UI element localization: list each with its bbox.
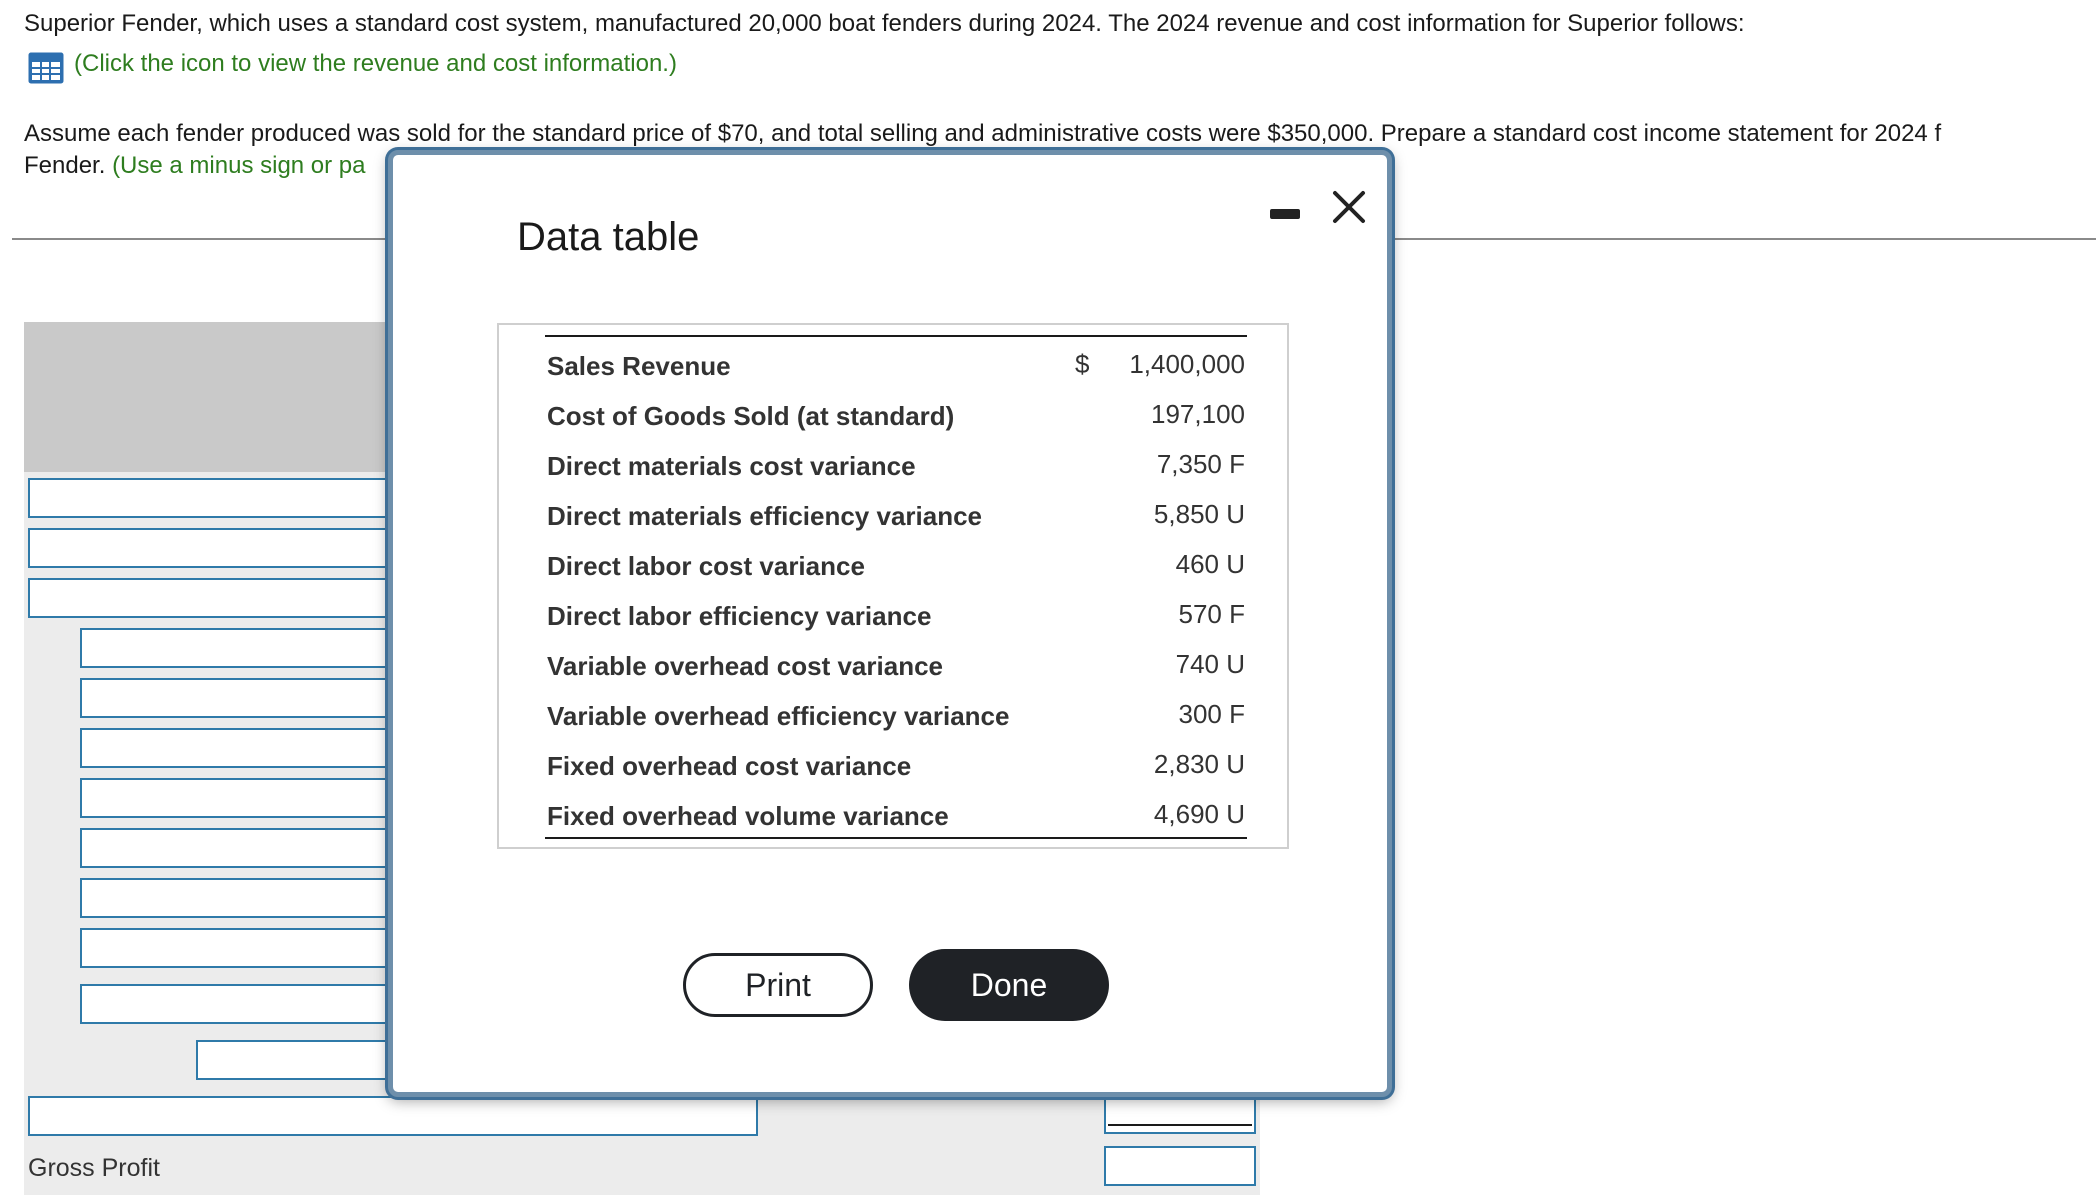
table-row	[545, 489, 1247, 539]
row-label: Cost of Goods Sold (at standard)	[547, 401, 955, 431]
row-label: Direct labor efficiency variance	[547, 601, 932, 631]
table-bottom-rule	[545, 837, 1247, 839]
minimize-button[interactable]	[1270, 209, 1300, 219]
table-row	[545, 339, 1247, 389]
table-top-rule	[545, 335, 1247, 337]
row-value: 300 F	[1178, 699, 1245, 729]
row-value: 5,850 U	[1153, 499, 1245, 529]
data-table-icon[interactable]	[28, 52, 64, 84]
row-value: 1,400,000	[1129, 349, 1245, 379]
table-row	[545, 739, 1247, 789]
row-label: Fixed overhead cost variance	[547, 751, 912, 781]
amount-input-total[interactable]	[1104, 1096, 1256, 1134]
row-value: 570 F	[1178, 599, 1245, 629]
row-dollar-sign: $	[1075, 349, 1090, 379]
statement-input-13[interactable]	[28, 1096, 758, 1136]
row-label: Direct labor cost variance	[547, 551, 865, 581]
question-assume-prefix: Fender.	[24, 152, 106, 179]
row-value: 7,350 F	[1156, 449, 1245, 479]
close-icon	[1327, 185, 1371, 229]
print-button[interactable]: Print	[683, 953, 873, 1017]
modal-title: Data table	[517, 215, 700, 259]
row-label: Variable overhead cost variance	[547, 651, 943, 681]
done-button[interactable]: Done	[909, 949, 1109, 1021]
table-row	[545, 589, 1247, 639]
table-row	[545, 789, 1247, 839]
gross-profit-label: Gross Profit	[28, 1154, 160, 1182]
row-label: Direct materials cost variance	[547, 451, 916, 481]
total-underline	[1108, 1124, 1252, 1126]
close-button[interactable]	[1327, 185, 1371, 229]
question-assume-line2	[24, 150, 366, 182]
table-row	[545, 539, 1247, 589]
row-value: 2,830 U	[1153, 749, 1245, 779]
gross-profit-amount-input[interactable]	[1104, 1146, 1256, 1186]
row-value: 740 U	[1175, 649, 1245, 679]
data-table	[497, 323, 1289, 849]
row-label: Fixed overhead volume variance	[547, 801, 949, 831]
row-value: 197,100	[1151, 399, 1245, 429]
question-assume-line1: Assume each fender produced was sold for the standard price of $70, and total selling and administrative costs were $350,000. Prepare a standard cost income statement for 2024 f	[24, 120, 1942, 147]
question-intro: Superior Fender, which uses a standard cost system, manufactured 20,000 boat fenders during 2024. The 2024 revenue and cost information for Superior follows:	[24, 10, 1745, 37]
data-table-modal	[388, 150, 1392, 1097]
row-label: Variable overhead efficiency variance	[547, 701, 1010, 731]
row-label: Direct materials efficiency variance	[547, 501, 983, 531]
table-row	[545, 389, 1247, 439]
row-value: 460 U	[1175, 549, 1245, 579]
question-assume-hint: (Use a minus sign or pa	[112, 152, 366, 179]
table-row	[545, 689, 1247, 739]
table-row	[545, 639, 1247, 689]
click-icon-hint[interactable]: (Click the icon to view the revenue and cost information.)	[74, 50, 677, 77]
row-value: 4,690 U	[1153, 799, 1245, 829]
table-row	[545, 439, 1247, 489]
row-label: Sales Revenue	[547, 351, 731, 381]
